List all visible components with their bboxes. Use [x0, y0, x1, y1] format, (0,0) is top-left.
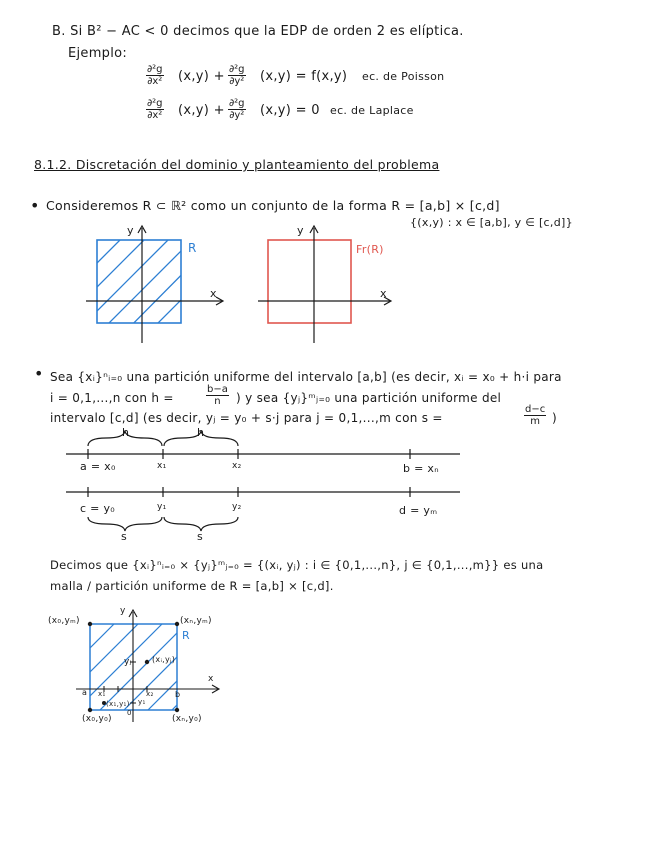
fig2-y-label: y	[297, 224, 304, 237]
elliptic-condition-line: B. Si B² − AC < 0 decimos que la EDP de orden 2 es elíptica.	[52, 24, 464, 39]
fig3-a-label: a	[82, 688, 88, 697]
bullet2-line3b: )	[552, 411, 557, 425]
example-label: Ejemplo:	[68, 46, 128, 61]
b-xn-label: b = xₙ	[403, 462, 439, 475]
fig3-x-label: x	[208, 674, 214, 684]
fraction-denominator: n	[214, 396, 221, 407]
poisson-mid: (x,y) +	[178, 69, 225, 84]
x2-label: x₂	[232, 461, 242, 471]
fig1-y-label: y	[127, 224, 134, 237]
fraction-numerator: ∂²g	[147, 98, 163, 109]
bullet2-line1: Sea {xᵢ}ⁿᵢ₌₀ una partición uniforme del intervalo [a,b] (es decir, xᵢ = x₀ + h·i para	[50, 370, 562, 384]
bullet2-line3a: intervalo [c,d] (es decir, yⱼ = y₀ + s·j para j = 0,1,...,m con s =	[50, 411, 443, 425]
bullet1-set: {(x,y) : x ∈ [a,b], y ∈ [c,d]}	[410, 216, 573, 229]
y2-label: y₂	[232, 502, 242, 512]
bullet-dot: •	[34, 364, 44, 383]
y1-label: y₁	[157, 502, 167, 512]
fig3-r-label: R	[182, 629, 190, 642]
a-x0-label: a = x₀	[80, 460, 116, 473]
bullet2-line2a: i = 0,1,...,n con h =	[50, 391, 174, 405]
fig3-y-label: y	[120, 606, 126, 616]
laplace-name: ec. de Laplace	[330, 104, 414, 117]
fig2-x-label: x	[380, 287, 387, 300]
fig3-x1-label: x₁	[98, 690, 106, 698]
fig3-x2-label: x₂	[146, 690, 154, 698]
region-r-figure	[86, 226, 230, 347]
s1-label: s	[121, 530, 128, 543]
fig2-fr-label: Fr(R)	[356, 243, 384, 256]
fig1-r-label: R	[188, 241, 197, 255]
fig1-x-label: x	[210, 287, 217, 300]
bullet-dot: •	[30, 196, 40, 215]
mesh-figure	[76, 610, 219, 730]
corner-xny0: (xₙ,y₀)	[172, 714, 202, 724]
mesh-line2: malla / partición uniforme de R = [a,b] × [c,d].	[50, 579, 334, 593]
s2-label: s	[197, 530, 204, 543]
h2-label: h	[197, 426, 205, 439]
x1-label: x₁	[157, 461, 167, 471]
fraction-numerator: ∂²g	[147, 64, 163, 75]
fraction-numerator: b−a	[207, 384, 228, 395]
corner-x0y0: (x₀,y₀)	[82, 714, 112, 724]
fraction-numerator: ∂²g	[229, 98, 245, 109]
section-heading: 8.1.2. Discretación del dominio y planteamiento del problema	[34, 157, 440, 172]
fraction-denominator: ∂x²	[147, 110, 163, 121]
mesh-line1: Decimos que {xᵢ}ⁿᵢ₌₀ × {yⱼ}ᵐⱼ₌₀ = {(xᵢ, yⱼ) : i ∈ {0,1,...,n}, j ∈ {0,1,...,m}} es una	[50, 558, 544, 572]
corner-xnym: (xₙ,yₘ)	[180, 616, 212, 626]
fraction-denominator: m	[530, 416, 540, 427]
laplace-rhs: (x,y) = 0	[260, 103, 320, 118]
yj-label: yⱼ	[124, 657, 132, 667]
fig3-y1-label: y₁	[138, 698, 146, 706]
x1y1-label: (x₁,y₁)	[106, 700, 130, 708]
fraction-denominator: ∂y²	[229, 76, 245, 87]
poisson-name: ec. de Poisson	[362, 70, 445, 83]
fraction-numerator: ∂²g	[229, 64, 245, 75]
fig3-b-label: b	[175, 690, 181, 699]
c-y0-label: c = y₀	[80, 502, 115, 515]
fraction-numerator: d−c	[525, 404, 546, 415]
laplace-mid: (x,y) +	[178, 103, 225, 118]
corner-x0ym: (x₀,yₘ)	[48, 616, 80, 626]
bullet1-text: Consideremos R ⊂ ℝ² como un conjunto de la forma R = [a,b] × [c,d]	[46, 198, 500, 213]
bullet2-line2b: ) y sea {yⱼ}ᵐⱼ₌₀ una partición uniforme del	[236, 391, 502, 405]
fig3-origin-label: 0	[127, 709, 132, 717]
fraction-denominator: ∂x²	[147, 76, 163, 87]
poisson-rhs: (x,y) = f(x,y)	[260, 69, 348, 84]
fraction-denominator: ∂y²	[229, 110, 245, 121]
d-ym-label: d = yₘ	[399, 504, 438, 517]
xiyj-label: (xᵢ,yⱼ)	[152, 655, 176, 664]
h1-label: h	[122, 426, 130, 439]
